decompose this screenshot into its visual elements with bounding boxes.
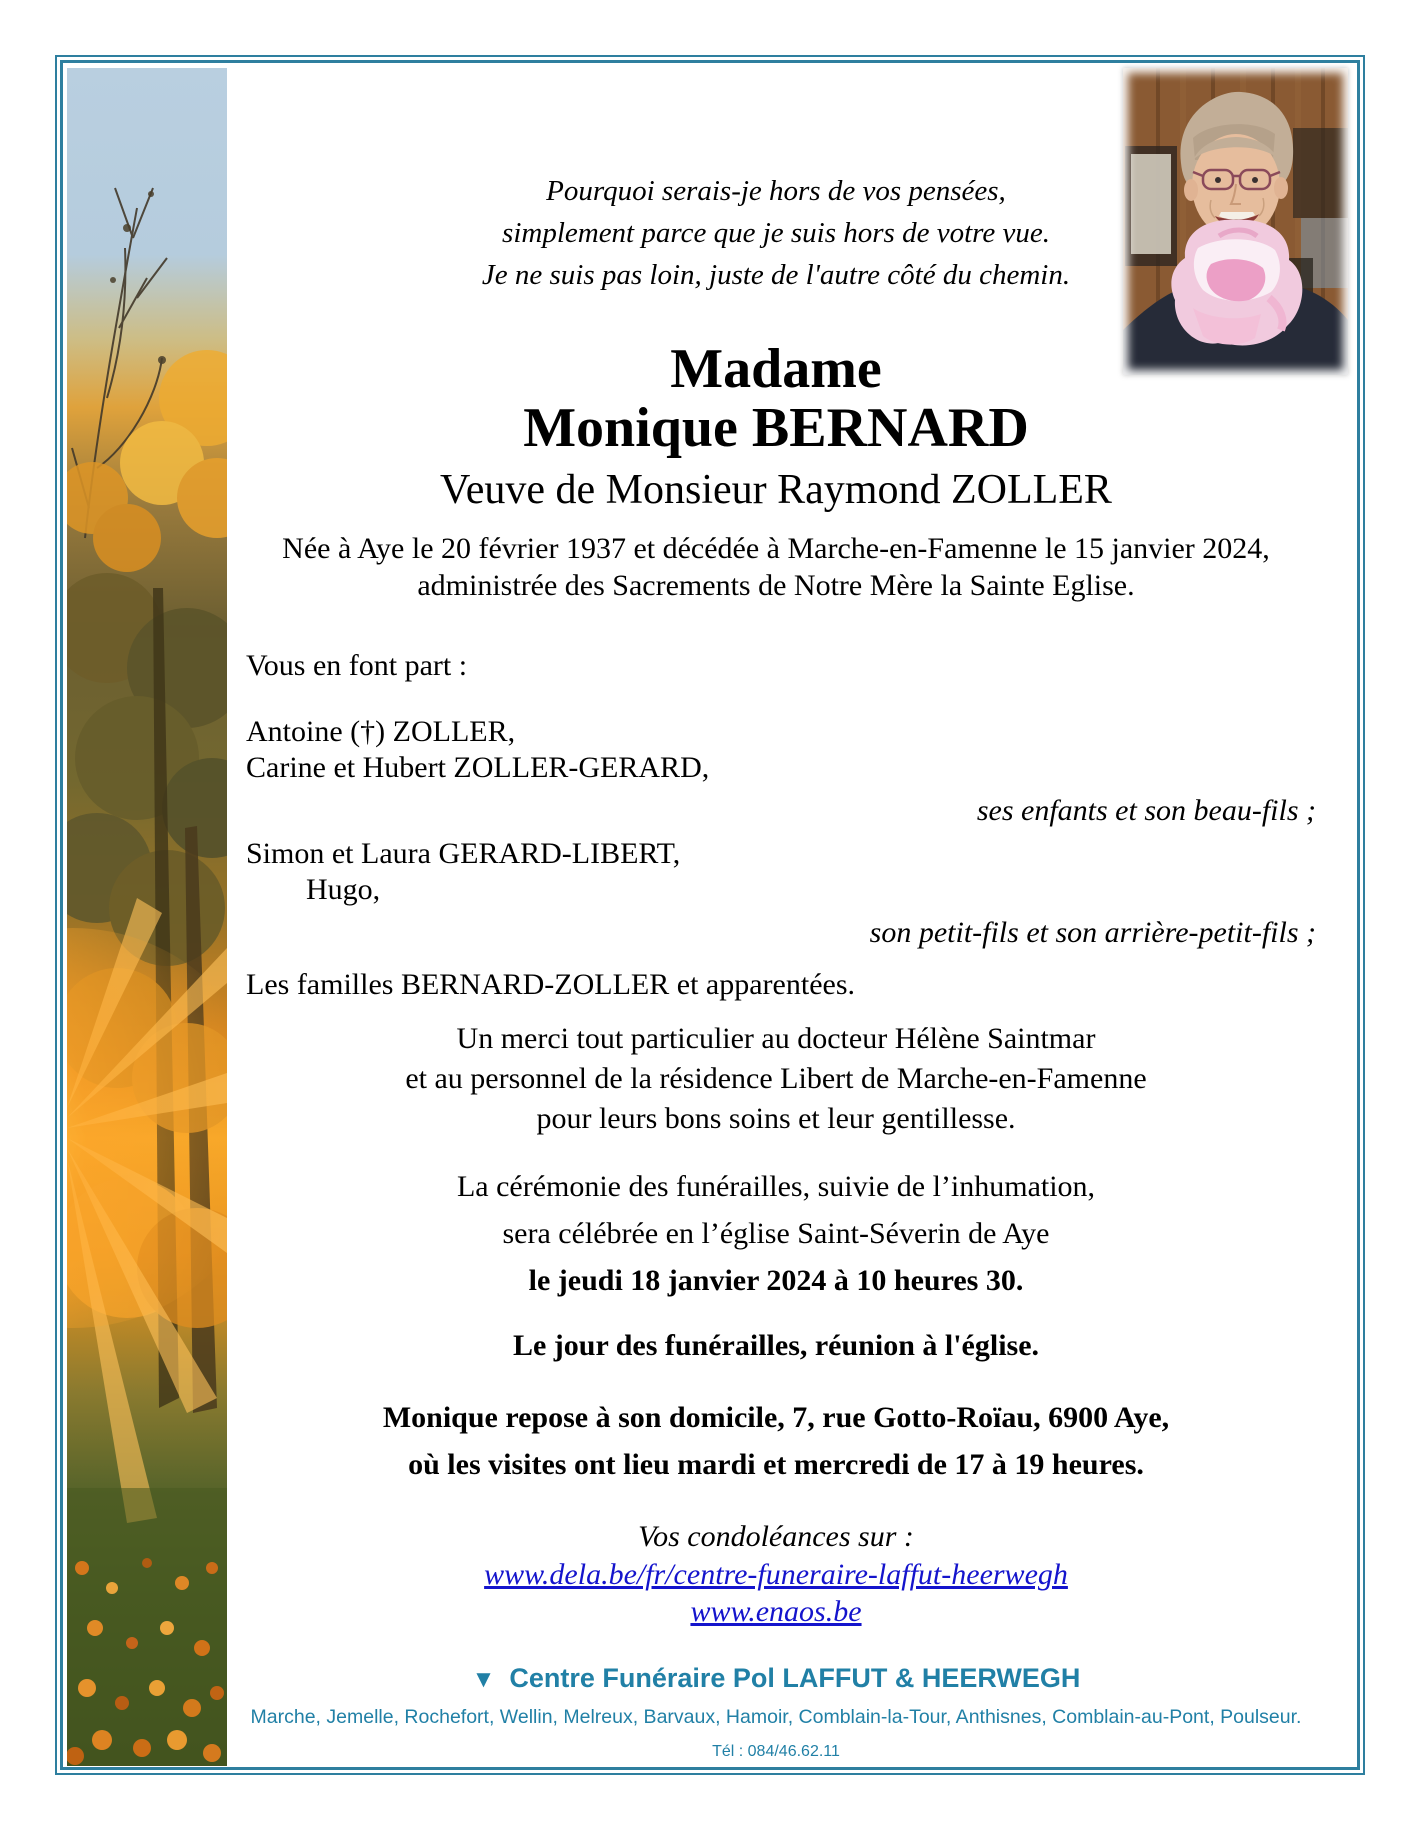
life-dates-line: Née à Aye le 20 février 1937 et décédée à Marche-en-Famenne le 15 janvier 2024, — [282, 532, 1270, 565]
autumn-photo-strip — [67, 68, 227, 1766]
visits-line: Monique repose à son domicile, 7, rue Gotto-Roïau, 6900 Aye, — [382, 1401, 1170, 1434]
deceased-name: Monique BERNARD — [523, 397, 1029, 459]
thanks-line: pour leurs bons soins et leur gentillesse. — [536, 1102, 1016, 1135]
quote-line: simplement parce que je suis hors de votre vue. — [502, 217, 1050, 249]
visits-paragraph — [230, 1394, 1322, 1488]
announcement-intro: Vous en font part : — [246, 649, 468, 682]
condolences-label: Vos condoléances sur : — [638, 1520, 914, 1553]
funeral-home-name-text: Centre Funéraire Pol LAFFUT & HEERWEGH — [509, 1663, 1081, 1693]
thanks-paragraph — [230, 1019, 1322, 1139]
family-line-hugo: Hugo, — [306, 873, 381, 906]
quote-line: Je ne suis pas loin, juste de l'autre côté du chemin. — [481, 259, 1071, 291]
condolences-block — [230, 1518, 1322, 1630]
deceased-title — [230, 340, 1322, 458]
life-dates-line: administrée des Sacrements de Notre Mère la Sainte Eglise. — [417, 569, 1135, 602]
condolences-link-dela[interactable]: www.dela.be/fr/centre-funeraire-laffut-heerwegh — [484, 1558, 1068, 1591]
ceremony-paragraph — [230, 1163, 1322, 1304]
deceased-relation: Veuve de Monsieur Raymond ZOLLER — [440, 467, 1112, 513]
visits-line: où les visites ont lieu mardi et mercredi de 17 à 19 heures. — [408, 1448, 1144, 1481]
family-line-antoine: Antoine (†) ZOLLER, — [246, 715, 516, 748]
funeral-home-phone: Tél : 084/46.62.11 — [712, 1743, 840, 1760]
thanks-line: Un merci tout particulier au docteur Hélène Saintmar — [456, 1022, 1096, 1055]
triangle-logo-icon: ▼ — [471, 1666, 496, 1693]
deceased-title-prefix: Madame — [670, 338, 882, 400]
family-line-carine: Carine et Hubert ZOLLER-GERARD, — [246, 751, 710, 784]
condolences-link-enaos[interactable]: www.enaos.be — [690, 1595, 862, 1628]
quote-line: Pourquoi serais-je hors de vos pensées, — [546, 175, 1006, 207]
autumn-photo-art — [67, 68, 227, 1766]
ceremony-line: La cérémonie des funérailles, suivie de l’inhumation, — [456, 1170, 1096, 1203]
ceremony-date-line: le jeudi 18 janvier 2024 à 10 heures 30. — [528, 1264, 1024, 1297]
families-line: Les familles BERNARD-ZOLLER et apparentées. — [246, 968, 855, 1001]
meeting-line: Le jour des funérailles, réunion à l'église. — [512, 1329, 1040, 1362]
funeral-home-name — [230, 1662, 1322, 1696]
ceremony-line: sera célébrée en l’église Saint-Séverin de Aye — [502, 1217, 1050, 1250]
family-annotation-children: ses enfants et son beau-fils ; — [976, 794, 1316, 827]
thanks-line: et au personnel de la résidence Libert de Marche-en-Famenne — [405, 1062, 1147, 1095]
memorial-quote — [230, 170, 1322, 296]
funeral-home-locations: Marche, Jemelle, Rochefort, Wellin, Melreux, Barvaux, Hamoir, Comblain-la-Tour, Anthisnes, Comblain-au-Pont, Poulseur. — [250, 1706, 1302, 1728]
announcement-content — [230, 68, 1322, 1630]
funeral-home-footer — [230, 1662, 1322, 1762]
family-line-simon: Simon et Laura GERARD-LIBERT, — [246, 837, 681, 870]
life-dates — [230, 530, 1322, 604]
family-annotation-grandsons: son petit-fils et son arrière-petit-fils ; — [869, 916, 1316, 949]
